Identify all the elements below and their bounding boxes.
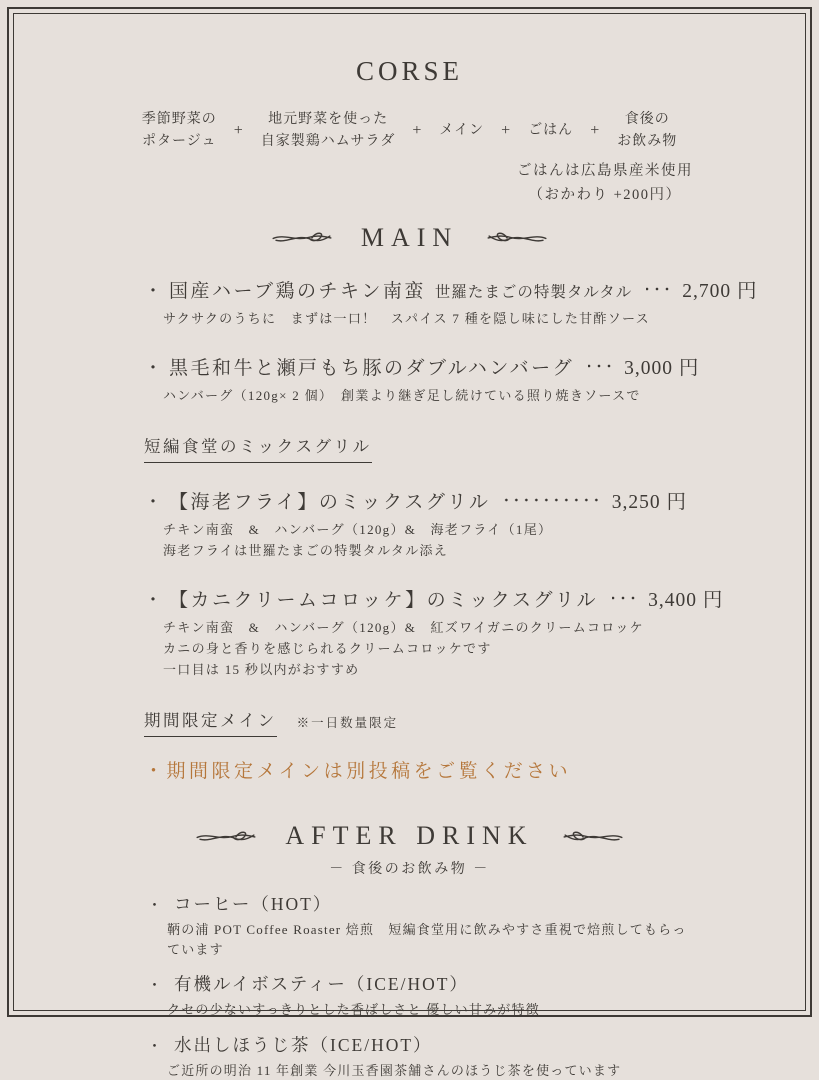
drink-item-hojicha (147, 1032, 687, 1080)
limited-heading-row (144, 707, 805, 737)
item-price: 3,250 円 (611, 491, 687, 513)
drink-description: ご近所の明治 11 年創業 今川玉香園茶舗さんのほうじ茶を使っています (167, 1062, 622, 1078)
item-price: 3,000 円 (624, 357, 700, 379)
item-subtitle: 世羅たまごの特製タルタル (434, 283, 633, 301)
drink-description: 鞆の浦 POT Coffee Roaster 焙煎 短編食堂用に飲みやすさ重視で焙煎してもらっています (167, 922, 687, 957)
limited-message: ・期間限定メインは別投稿をご覧ください (144, 761, 572, 783)
drink-description: クセの少ないすっきりとした香ばしさと 優しい甘みが特徴 (167, 1002, 540, 1018)
drink-name: 有機ルイボスティー（ICE/HOT） (174, 974, 469, 995)
item-bullet: ・ (144, 589, 162, 610)
menu-item-ebi-fry-grill (144, 486, 687, 561)
menu-content (14, 14, 805, 1078)
flourish-left-icon (195, 828, 257, 845)
course-item-main: メイン (439, 122, 485, 138)
limited-section-heading: 期間限定メイン (144, 707, 277, 737)
course-item-rice: ごはん (528, 122, 574, 138)
menu-item-chicken-nanban (144, 275, 758, 329)
item-bullet: ・ (147, 898, 163, 915)
course-item-potage: 季節野菜の ポタージュ (141, 112, 217, 149)
limited-note: ※一日数量限定 (296, 716, 399, 731)
drink-name: 水出しほうじ茶（ICE/HOT） (174, 1034, 433, 1055)
item-description: ハンバーグ（120g× 2 個） 創業より継ぎ足し続けている照り焼きソースで (163, 387, 641, 403)
plus-sign: + (501, 122, 512, 140)
item-title: 黒毛和牛と瀬戸もち豚のダブルハンバーグ (169, 357, 575, 379)
dot-leader (504, 494, 601, 506)
item-bullet: ・ (144, 280, 162, 301)
drink-item-rooibos (147, 971, 687, 1020)
course-composition (14, 109, 805, 152)
course-item-salad: 地元野菜を使った 自家製鶏ハムサラダ (260, 112, 396, 149)
dot-leader (588, 360, 614, 372)
flourish-right-icon (562, 828, 624, 845)
grill-heading-row (144, 433, 805, 463)
menu-item-crab-croquette-grill (144, 584, 724, 680)
after-drink-heading-label: AFTER DRINK (285, 821, 534, 851)
plus-sign: + (590, 122, 601, 140)
item-price: 2,700 円 (682, 280, 758, 302)
item-bullet: ・ (147, 978, 163, 995)
menu-item-double-hamburg (144, 352, 700, 406)
item-description: チキン南蛮 & ハンバーグ（120g）& 紅ズワイガニのクリームコロッケ カニの身と香りを感じられるクリームコロッケです 一口目は 15 秒以内がおすすめ (163, 619, 644, 678)
rice-note: ごはんは広島県産米使用 （おかわり +200円） (517, 163, 693, 203)
item-bullet: ・ (147, 1038, 163, 1055)
after-drink-heading (14, 821, 805, 851)
flourish-left-icon (271, 229, 333, 246)
after-drink-subheading: － 食後のお飲み物 － (329, 862, 490, 878)
main-heading-label: MAIN (360, 222, 459, 252)
item-bullet: ・ (144, 491, 162, 512)
main-item-list (144, 275, 758, 406)
plus-sign: + (412, 122, 423, 140)
drink-name: コーヒー（HOT） (174, 894, 333, 915)
item-title: 【カニクリームコロッケ】のミックスグリル (169, 589, 599, 611)
course-title: CORSE (355, 56, 464, 86)
dot-leader (646, 283, 672, 295)
dot-leader (612, 592, 638, 604)
drink-item-coffee (147, 891, 687, 959)
main-heading (14, 223, 805, 253)
item-title: 【海老フライ】のミックスグリル (169, 491, 491, 513)
plus-sign: + (233, 122, 244, 140)
item-description: サクサクのうちに まずは一口！ スパイス 7 種を隠し味にした甘酢ソース (163, 310, 650, 326)
course-item-drink: 食後の お飲み物 (617, 112, 678, 149)
drink-list (147, 891, 687, 1080)
item-bullet: ・ (144, 357, 162, 378)
item-price: 3,400 円 (648, 589, 724, 611)
item-title: 国産ハーブ鶏のチキン南蛮 (169, 280, 426, 302)
item-description: チキン南蛮 & ハンバーグ（120g）& 海老フライ（1尾） 海老フライは世羅たまごの特製タルタル添え (163, 521, 553, 558)
flourish-right-icon (486, 229, 548, 246)
rice-note-wrap (14, 160, 805, 206)
grill-section-heading: 短編食堂のミックスグリル (144, 433, 372, 463)
grill-item-list (144, 486, 724, 680)
